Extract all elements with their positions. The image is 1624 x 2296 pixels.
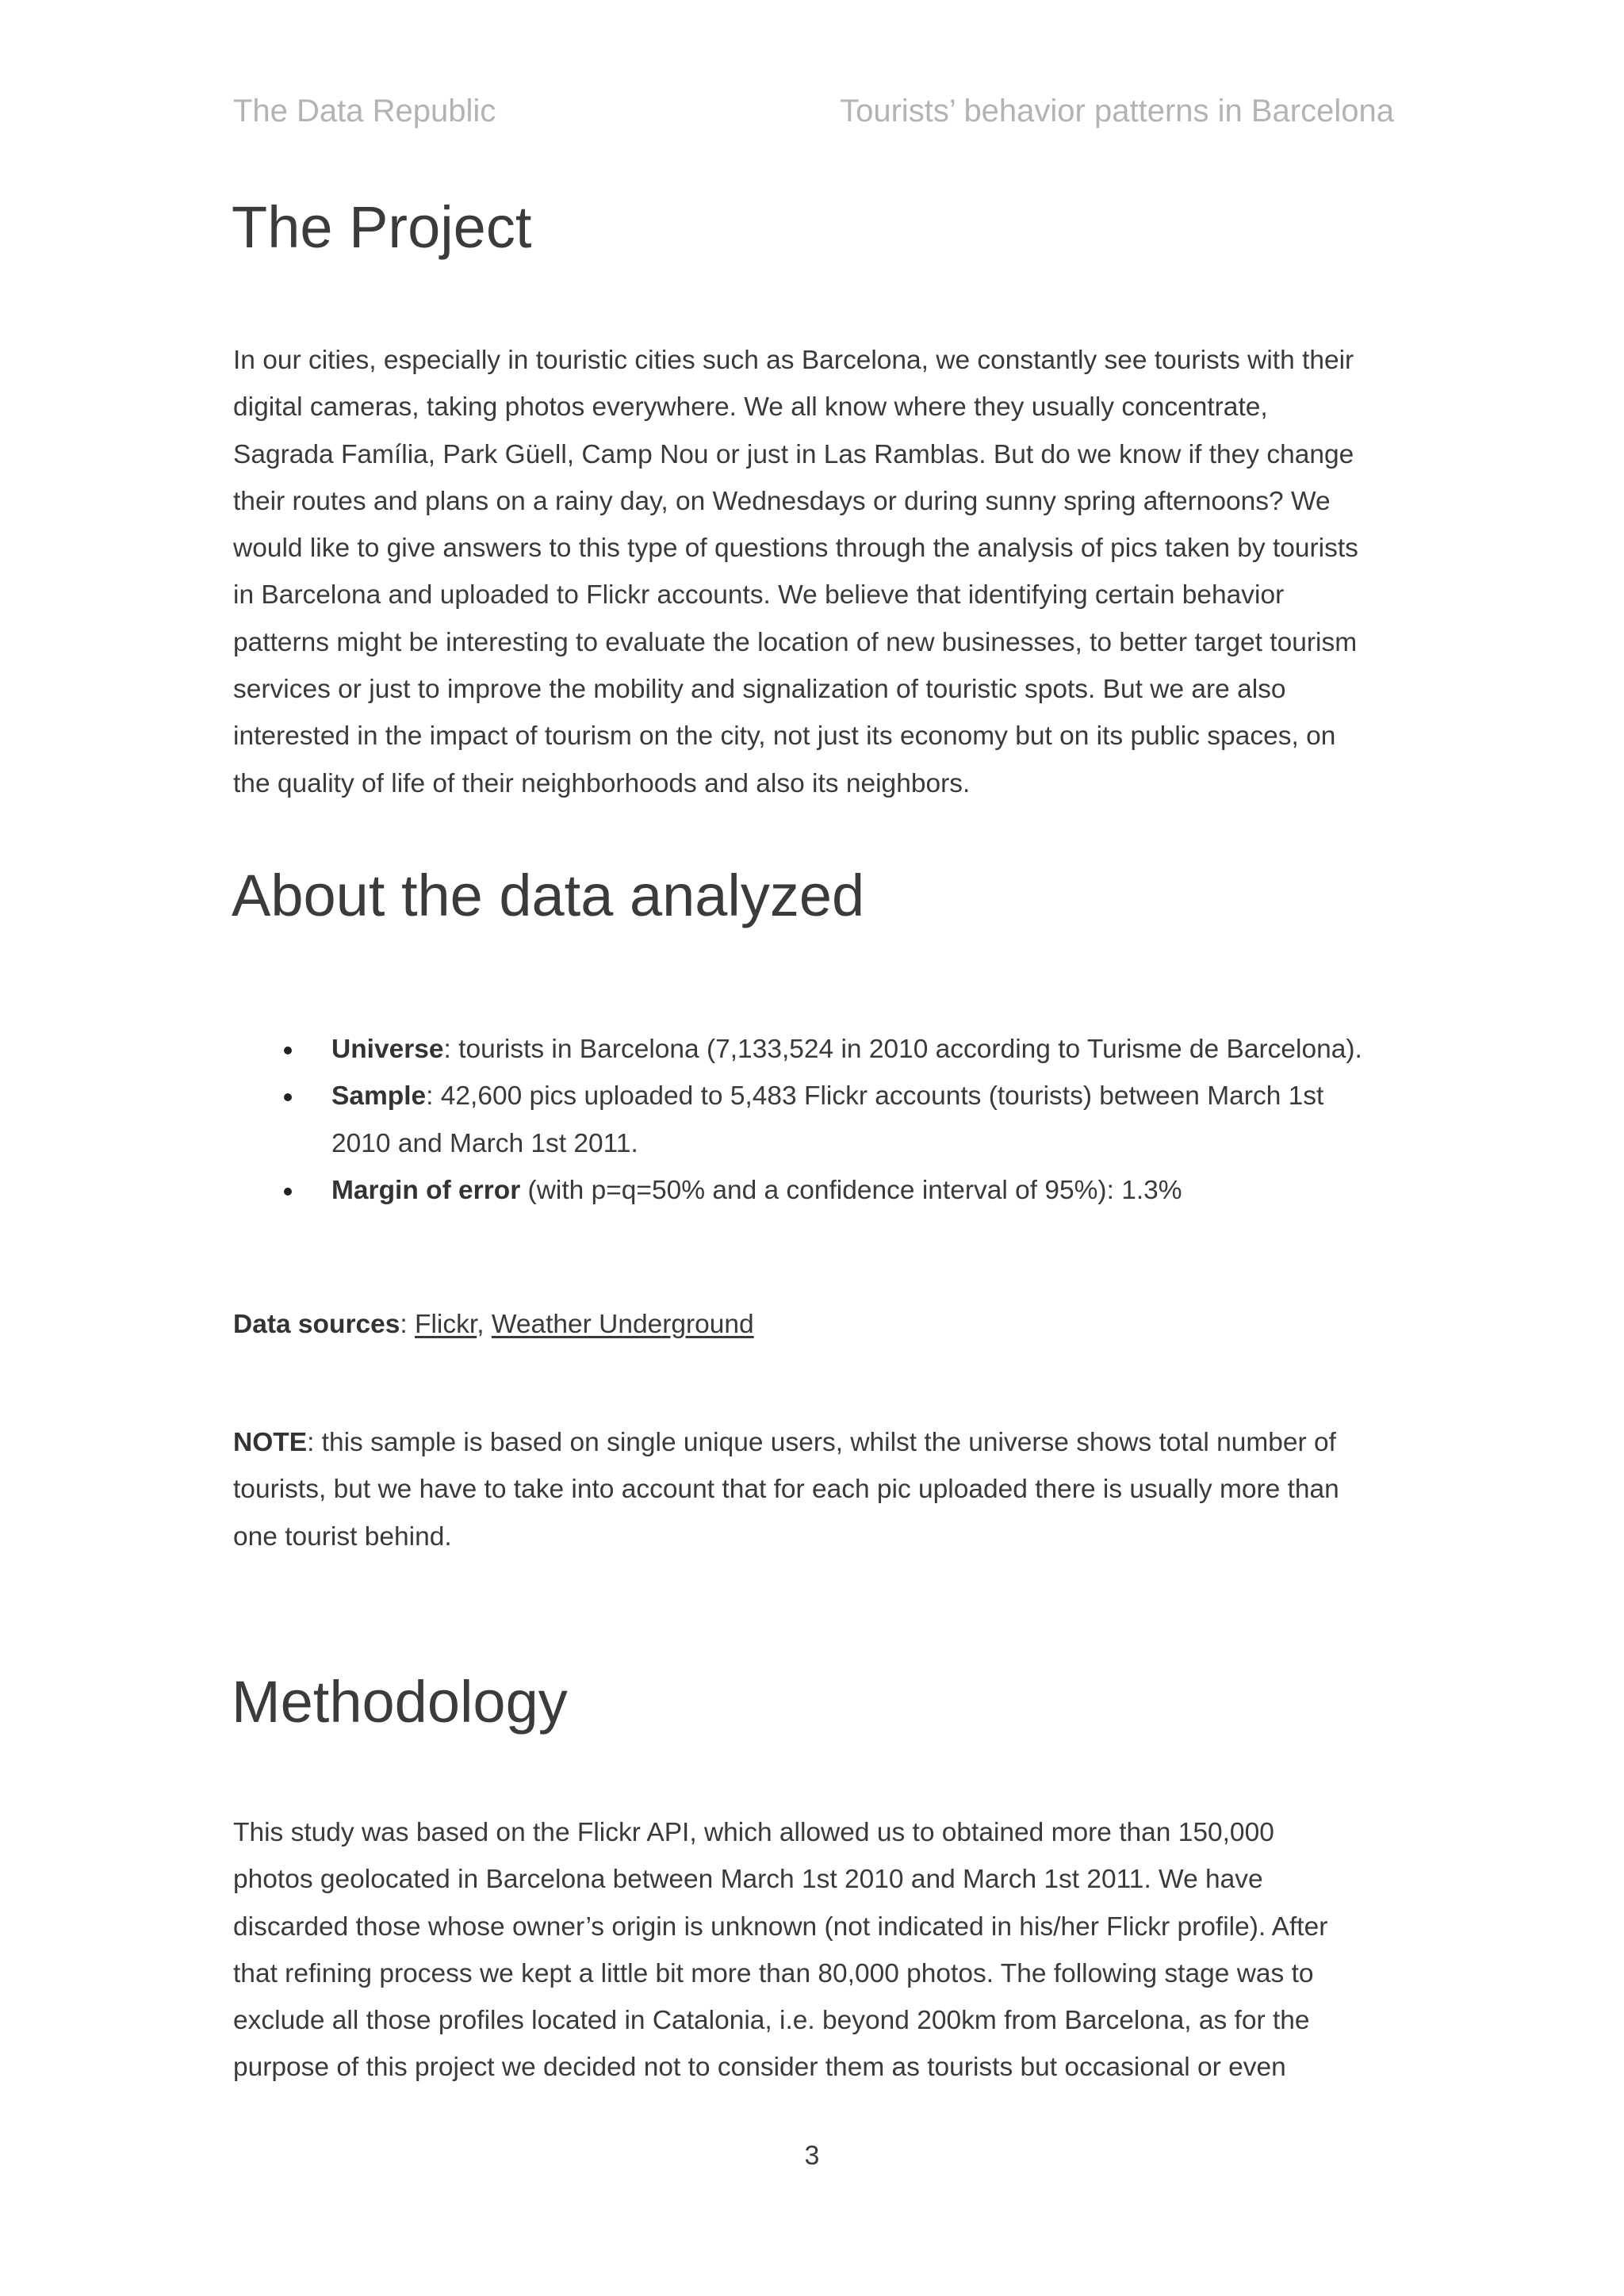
text-line: their routes and plans on a rainy day, on Wednesdays or during sunny spring afternoons? We — [233, 486, 1331, 516]
section-title-project: The Project — [232, 194, 532, 260]
text-line: that refining process we kept a little bit more than 80,000 photos. The following stage was to — [233, 1958, 1314, 1988]
text-line — [233, 1419, 1399, 1466]
text-line — [233, 1301, 1399, 1348]
data-sources-separator: : — [400, 1310, 416, 1339]
methodology-paragraph — [233, 1809, 1399, 2091]
bullet-term: Margin of error — [331, 1175, 521, 1205]
text-line: Sagrada Família, Park Güell, Camp Nou or just in Las Ramblas. But do we know if they change — [233, 439, 1354, 469]
text-line: the quality of life of their neighborhoods and also its neighbors. — [233, 768, 971, 798]
bullet-sample — [233, 1073, 1399, 1167]
note-label: NOTE — [233, 1428, 308, 1457]
bullet-text: (with p=q=50% and a confidence interval of 95%): 1.3% — [520, 1175, 1182, 1205]
text-line: In our cities, especially in touristic cities such as Barcelona, we constantly see tourists with their — [233, 346, 1354, 375]
bullet-margin-of-error — [233, 1167, 1399, 1214]
text-line: digital cameras, taking photos everywhere. We all know where they usually concentrate, — [233, 392, 1268, 423]
bullet-dot-icon — [284, 1093, 292, 1101]
text-line: services or just to improve the mobility and signalization of touristic spots. But we are also — [233, 675, 1286, 705]
page-number: 3 — [804, 2141, 820, 2171]
project-paragraph — [233, 337, 1399, 807]
text-line: This study was based on the Flickr API, which allowed us to obtained more than 150,000 — [233, 1818, 1274, 1847]
bullet-text: : 42,600 pics uploaded to 5,483 Flickr accounts (tourists) between March 1st — [426, 1081, 1324, 1112]
text-line — [331, 1026, 1399, 1073]
flickr-link[interactable]: Flickr — [415, 1310, 477, 1339]
text-line: tourists, but we have to take into account that for each pic uploaded there is usually more than — [233, 1475, 1339, 1505]
text-line: photos geolocated in Barcelona between March 1st 2010 and March 1st 2011. We have — [233, 1865, 1263, 1895]
bullet-term: Universe — [331, 1035, 444, 1064]
bullet-text: : tourists in Barcelona (7,133,524 in 2010 according to Turisme de Barcelona). — [443, 1035, 1362, 1064]
note-paragraph — [233, 1419, 1399, 1560]
text-line: exclude all those profiles located in Catalonia, i.e. beyond 200km from Barcelona, as for the — [233, 2006, 1310, 2036]
text-line: discarded those whose owner’s origin is unknown (not indicated in his/her Flickr profile). After — [233, 1911, 1328, 1942]
text-line: in Barcelona and uploaded to Flickr accounts. We believe that identifying certain behavior — [233, 580, 1285, 610]
section-title-methodology: Methodology — [232, 1669, 568, 1735]
text-line: one tourist behind. — [233, 1521, 452, 1552]
section-title-data: About the data analyzed — [232, 863, 865, 928]
text-line: would like to give answers to this type of questions through the analysis of pics taken by tourists — [233, 534, 1358, 564]
bullet-term: Sample — [331, 1081, 427, 1112]
bullet-universe — [233, 1026, 1399, 1073]
weather-underground-link[interactable]: Weather Underground — [491, 1310, 754, 1339]
data-bullet-list — [233, 1026, 1399, 1214]
running-header-left: The Data Republic — [233, 94, 496, 128]
data-sources-label: Data sources — [233, 1310, 400, 1339]
bullet-dot-icon — [284, 1047, 292, 1054]
text-line: patterns might be interesting to evaluate the location of new businesses, to better target tourism — [233, 627, 1358, 657]
data-sources-comma: , — [477, 1310, 492, 1339]
text-line: interested in the impact of tourism on the city, not just its economy but on its public spaces, on — [233, 721, 1336, 752]
text-line: purpose of this project we decided not to consider them as tourists but occasional or even — [233, 2053, 1286, 2083]
note-text: : this sample is based on single unique users, whilst the universe shows total number of — [307, 1428, 1336, 1457]
data-sources — [233, 1301, 1399, 1348]
bullet-dot-icon — [284, 1188, 292, 1196]
text-line — [331, 1073, 1399, 1119]
text-line: 2010 and March 1st 2011. — [331, 1128, 638, 1158]
text-line — [331, 1167, 1399, 1214]
running-header-right: Tourists’ behavior patterns in Barcelona — [840, 94, 1394, 128]
